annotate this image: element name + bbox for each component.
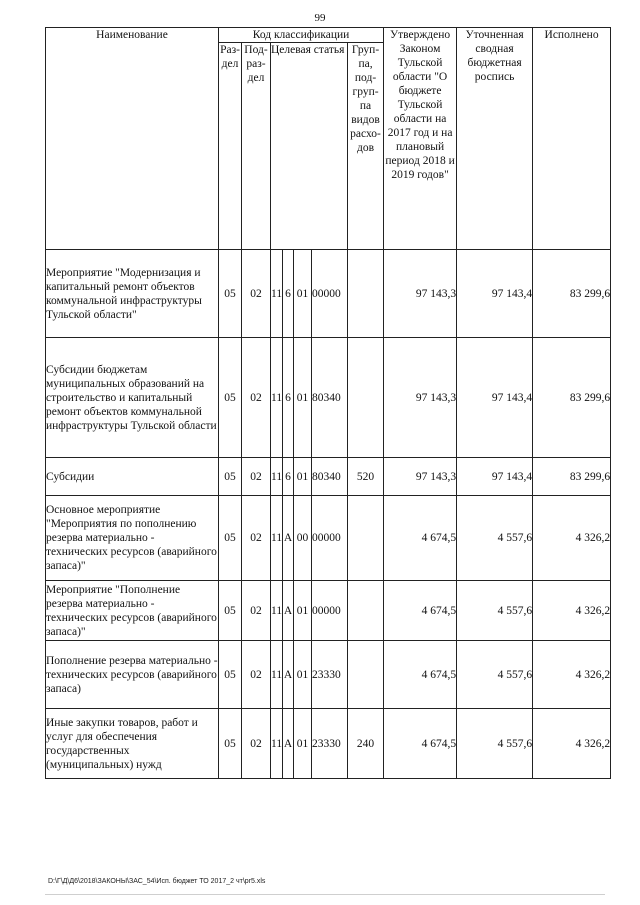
row-executed: 83 299,6	[533, 338, 611, 458]
scan-edge-line	[45, 894, 605, 895]
row-target-direction: 80340	[312, 458, 348, 496]
table-row	[46, 709, 611, 779]
file-path-footer: D:\Г\Д\Д6\2018\ЗАКОНЫ\ЗАС_54\Исп. бюджет ТО 2017_2 чт\pr5.xls	[48, 878, 266, 885]
row-expense-group	[348, 641, 384, 709]
row-target-program: 11	[271, 641, 283, 709]
row-expense-group	[348, 338, 384, 458]
row-name: Мероприятие "Модернизация и капитальный ремонт объектов коммунальной инфраструктуры Тульской области"	[46, 250, 219, 338]
row-expense-group	[348, 496, 384, 581]
row-target-program: 11	[271, 458, 283, 496]
row-target-program: 11	[271, 581, 283, 641]
table-row	[46, 458, 611, 496]
row-subsection: 02	[242, 338, 271, 458]
row-executed: 4 326,2	[533, 709, 611, 779]
row-target-event: 01	[294, 641, 312, 709]
row-subsection: 02	[242, 496, 271, 581]
header-code-group: Код классификации	[219, 28, 384, 43]
row-executed: 4 326,2	[533, 581, 611, 641]
row-name: Субсидии бюджетам муниципальных образований на строительство и капитальный ремонт объектов коммунальной инфраструктуры Тульской области	[46, 338, 219, 458]
row-refined: 97 143,4	[457, 458, 533, 496]
row-target-subprogram: А	[283, 581, 294, 641]
row-target-subprogram: А	[283, 496, 294, 581]
row-target-direction: 00000	[312, 250, 348, 338]
row-section: 05	[219, 496, 242, 581]
row-approved: 4 674,5	[384, 496, 457, 581]
row-subsection: 02	[242, 581, 271, 641]
row-refined: 4 557,6	[457, 496, 533, 581]
row-section: 05	[219, 338, 242, 458]
header-approved: Утверждено Законом Тульской области "О бюджете Тульской области на 2017 год и на плановый период 2018 и 2019 годов"	[384, 28, 457, 250]
row-target-event: 01	[294, 250, 312, 338]
table-row	[46, 581, 611, 641]
row-executed: 4 326,2	[533, 496, 611, 581]
table-row	[46, 641, 611, 709]
row-name: Основное мероприятие "Мероприятия по пополнению резерва материально - технических ресурсов (аварийного запаса)"	[46, 496, 219, 581]
row-approved: 97 143,3	[384, 250, 457, 338]
row-executed: 83 299,6	[533, 250, 611, 338]
row-approved: 97 143,3	[384, 458, 457, 496]
row-target-program: 11	[271, 496, 283, 581]
row-refined: 4 557,6	[457, 641, 533, 709]
row-approved: 4 674,5	[384, 641, 457, 709]
row-section: 05	[219, 641, 242, 709]
row-target-direction: 80340	[312, 338, 348, 458]
row-target-subprogram: 6	[283, 458, 294, 496]
header-refined: Уточненная сводная бюджетная роспись	[457, 28, 533, 250]
row-target-subprogram: А	[283, 709, 294, 779]
row-expense-group	[348, 581, 384, 641]
header-name: Наименование	[46, 28, 219, 250]
row-target-subprogram: 6	[283, 338, 294, 458]
header-subsection: Под-раз-дел	[242, 43, 271, 250]
row-target-event: 01	[294, 709, 312, 779]
row-section: 05	[219, 458, 242, 496]
row-refined: 97 143,4	[457, 338, 533, 458]
row-approved: 97 143,3	[384, 338, 457, 458]
row-section: 05	[219, 581, 242, 641]
row-subsection: 02	[242, 458, 271, 496]
budget-table	[45, 27, 611, 779]
row-refined: 4 557,6	[457, 709, 533, 779]
table-row	[46, 496, 611, 581]
row-approved: 4 674,5	[384, 581, 457, 641]
row-target-event: 01	[294, 338, 312, 458]
row-approved: 4 674,5	[384, 709, 457, 779]
row-section: 05	[219, 250, 242, 338]
row-expense-group: 240	[348, 709, 384, 779]
row-expense-group: 520	[348, 458, 384, 496]
row-subsection: 02	[242, 641, 271, 709]
row-target-program: 11	[271, 709, 283, 779]
row-target-direction: 23330	[312, 641, 348, 709]
header-executed: Исполнено	[533, 28, 611, 250]
table-row	[46, 250, 611, 338]
row-refined: 97 143,4	[457, 250, 533, 338]
row-target-event: 00	[294, 496, 312, 581]
header-section: Раз-дел	[219, 43, 242, 250]
row-target-event: 01	[294, 458, 312, 496]
row-name: Пополнение резерва материально - технических ресурсов (аварийного запаса)	[46, 641, 219, 709]
row-subsection: 02	[242, 250, 271, 338]
header-group: Груп-па, под-груп-па видов расхо-дов	[348, 43, 384, 250]
header-target: Целевая статья	[271, 43, 348, 250]
page-number: 99	[314, 12, 326, 24]
row-target-program: 11	[271, 338, 283, 458]
row-target-direction: 23330	[312, 709, 348, 779]
row-name: Субсидии	[46, 458, 219, 496]
row-target-direction: 00000	[312, 496, 348, 581]
row-name: Мероприятие "Пополнение резерва материально - технических ресурсов (аварийного запаса)"	[46, 581, 219, 641]
row-executed: 4 326,2	[533, 641, 611, 709]
row-expense-group	[348, 250, 384, 338]
row-refined: 4 557,6	[457, 581, 533, 641]
row-target-direction: 00000	[312, 581, 348, 641]
row-section: 05	[219, 709, 242, 779]
row-target-program: 11	[271, 250, 283, 338]
table-row	[46, 338, 611, 458]
row-target-event: 01	[294, 581, 312, 641]
row-target-subprogram: 6	[283, 250, 294, 338]
row-executed: 83 299,6	[533, 458, 611, 496]
row-target-subprogram: А	[283, 641, 294, 709]
row-name: Иные закупки товаров, работ и услуг для обеспечения государственных (муниципальных) нужд	[46, 709, 219, 779]
row-subsection: 02	[242, 709, 271, 779]
